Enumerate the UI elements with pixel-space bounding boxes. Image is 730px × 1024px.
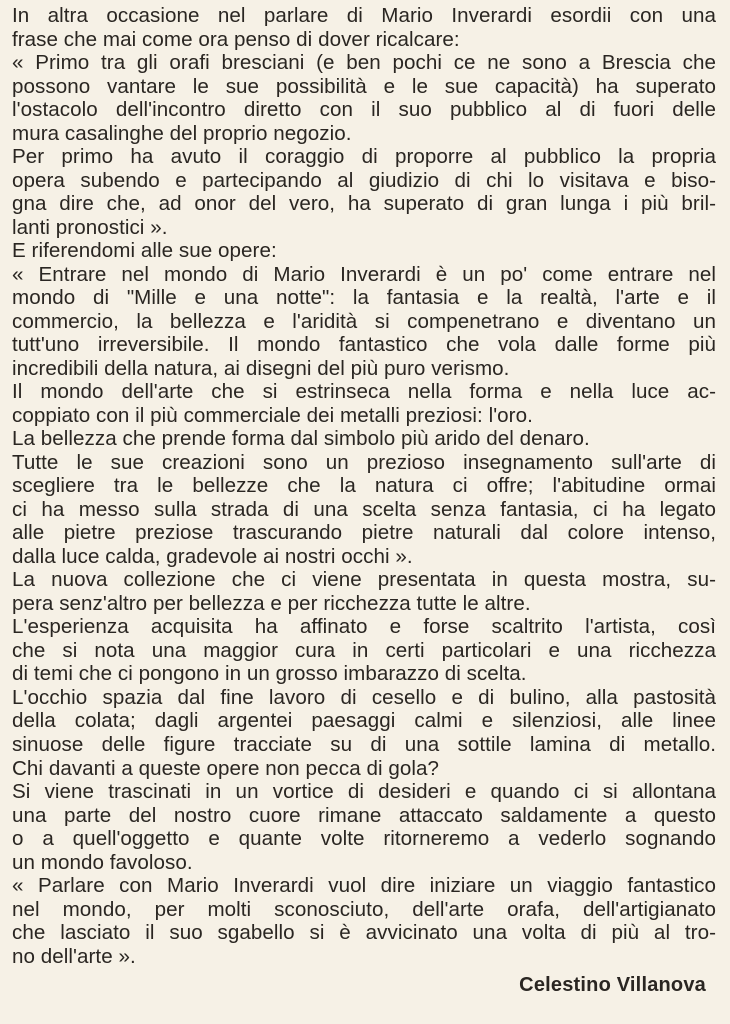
- text-line: gna dire che, ad onor del vero, ha superato di gran lunga i più bril-: [12, 192, 716, 216]
- text-line: « Primo tra gli orafi bresciani (e ben pochi ce ne sono a Brescia che: [12, 51, 716, 75]
- text-line: nel mondo, per molti sconosciuto, dell'arte orafa, dell'artigianato: [12, 897, 716, 921]
- text-line: opera subendo e partecipando al giudizio di chi lo visitava e biso-: [12, 168, 716, 192]
- text-line: Tutte le sue creazioni sono un prezioso insegnamento sull'arte di: [12, 450, 716, 474]
- text-line: che si nota una maggior cura in certi particolari e una ricchezza: [12, 638, 716, 662]
- text-line: ci ha messo sulla strada di una scelta senza fantasia, ci ha legato: [12, 497, 716, 521]
- text-line: o a quell'oggetto e quante volte ritorneremo a vederlo sognando: [12, 827, 716, 851]
- text-line: mura casalinghe del proprio negozio.: [12, 121, 352, 145]
- text-line: pera senz'altro per bellezza e per ricchezza tutte le altre.: [12, 591, 531, 615]
- text-line: In altra occasione nel parlare di Mario Inverardi esordii con una: [12, 4, 716, 27]
- text-line: La nuova collezione che ci viene presentata in questa mostra, su-: [12, 568, 716, 592]
- text-line: una parte del nostro cuore rimane attaccato saldamente a questo: [12, 803, 716, 827]
- text-line: di temi che ci pongono in un grosso imbarazzo di scelta.: [12, 662, 527, 686]
- text-line: no dell'arte ».: [12, 944, 136, 968]
- text-line: L'esperienza acquisita ha affinato e forse scaltrito l'artista, così: [12, 615, 716, 639]
- text-line: frase che mai come ora penso di dover ricalcare:: [12, 27, 460, 51]
- text-line: l'ostacolo dell'incontro diretto con il suo pubblico al di fuori delle: [12, 98, 716, 122]
- text-line: Per primo ha avuto il coraggio di proporre al pubblico la propria: [12, 145, 716, 169]
- author-signature: Celestino Villanova: [519, 974, 706, 996]
- text-line: « Entrare nel mondo di Mario Inverardi è un po' come entrare nel: [12, 262, 716, 286]
- text-line: mondo di "Mille e una notte": la fantasia e la realtà, l'arte e il: [12, 286, 716, 310]
- text-line: lanti pronostici ».: [12, 215, 168, 239]
- text-line: tutt'uno irreversibile. Il mondo fantastico che vola dalle forme più: [12, 333, 716, 357]
- text-line: che lasciato il suo sgabello si è avvicinato una volta di più al tro-: [12, 921, 716, 945]
- text-line: alle pietre preziose trascurando pietre naturali dal colore intenso,: [12, 521, 716, 545]
- text-line: Si viene trascinati in un vortice di desideri e quando ci si allontana: [12, 780, 716, 804]
- text-line: possono vantare le sue possibilità e le sue capacità) ha superato: [12, 74, 716, 98]
- text-line: La bellezza che prende forma dal simbolo più arido del denaro.: [12, 427, 590, 451]
- text-line: L'occhio spazia dal fine lavoro di cesello e di bulino, alla pastosità: [12, 685, 716, 709]
- text-line: « Parlare con Mario Inverardi vuol dire iniziare un viaggio fantastico: [12, 874, 716, 898]
- text-line: incredibili della natura, ai disegni del più puro verismo.: [12, 356, 510, 380]
- text-line: Il mondo dell'arte che si estrinseca nella forma e nella luce ac-: [12, 380, 716, 404]
- text-line: sinuose delle figure tracciate su di una sottile lamina di metallo.: [12, 732, 716, 756]
- text-line: della colata; dagli argentei paesaggi calmi e silenziosi, alle linee: [12, 709, 716, 733]
- text-line: dalla luce calda, gradevole ai nostri occhi ».: [12, 544, 413, 568]
- text-line: scegliere tra le bellezze che la natura ci offre; l'abitudine ormai: [12, 474, 716, 498]
- text-line: un mondo favoloso.: [12, 850, 193, 874]
- article-body: [12, 4, 716, 968]
- text-line: commercio, la bellezza e l'aridità si compenetrano e diventano un: [12, 309, 716, 333]
- text-line: coppiato con il più commerciale dei metalli preziosi: l'oro.: [12, 403, 533, 427]
- text-line: E riferendomi alle sue opere:: [12, 239, 277, 263]
- text-line: Chi davanti a queste opere non pecca di gola?: [12, 756, 440, 780]
